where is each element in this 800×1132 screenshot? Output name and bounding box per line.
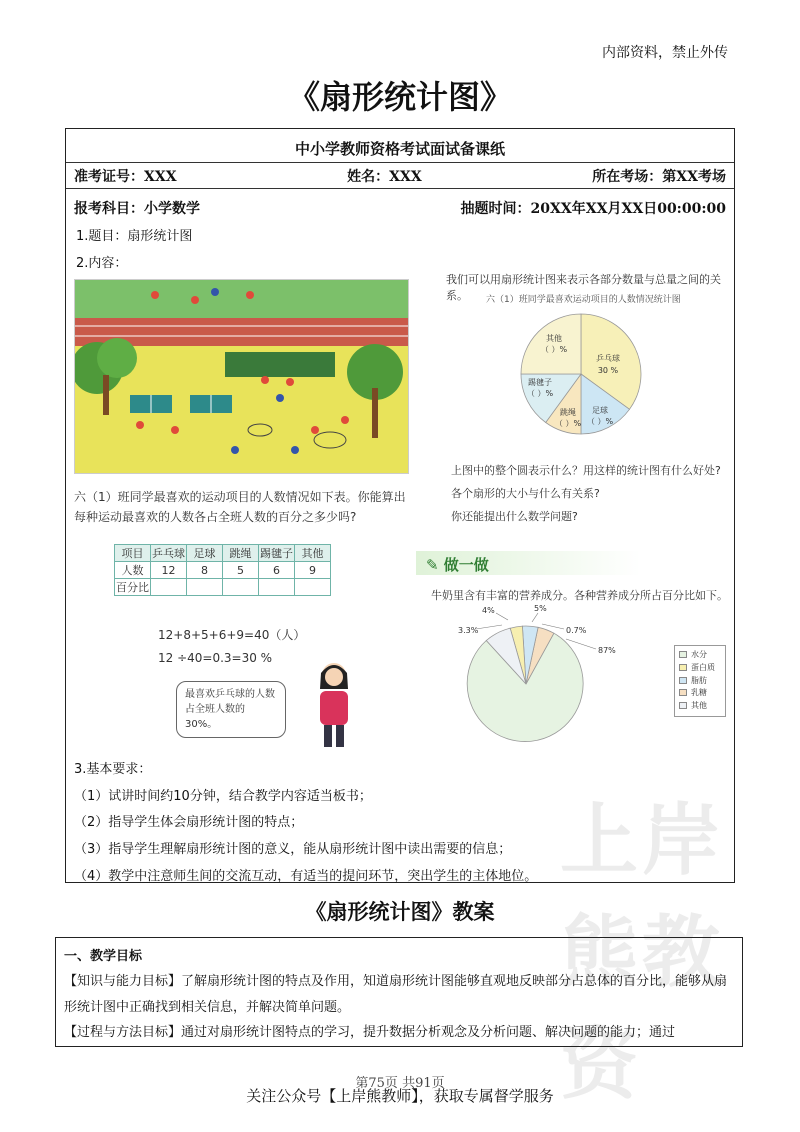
content-label: 2.内容： — [76, 256, 128, 271]
pie-label: 其他 — [546, 334, 562, 343]
pie-questions — [451, 459, 721, 528]
internal-note: 内部资料，禁止外传 — [602, 45, 728, 61]
table-cell — [259, 579, 295, 596]
table-cell — [151, 579, 187, 596]
question-1: 上图中的整个圆表示什么？用这样的统计图有什么好处? — [451, 464, 721, 477]
calc-line-1: 12+8+5+6+9=40（人） — [158, 628, 306, 642]
info-row-1 — [66, 163, 734, 189]
objective-process: 【过程与方法目标】通过对扇形统计图特点的学习，提升数据分析观念及分析问题、解决问题的能力；通过 — [64, 1025, 676, 1041]
info-row-2 — [66, 195, 734, 221]
table-header: 足球 — [187, 545, 223, 562]
table-cell: 9 — [295, 562, 331, 579]
legend-item: 乳糖 — [679, 687, 721, 700]
calculation — [158, 624, 305, 670]
milk-legend — [674, 645, 726, 717]
pie-label: 4% — [482, 606, 495, 615]
table-cell: 人数 — [115, 562, 151, 579]
objective-knowledge: 【知识与能力目标】了解扇形统计图的特点及作用，知道扇形统计图能够直观地反映部分占总体的百分比，能够从扇形统计图中正确找到相关信息，并解决简单问题。 — [64, 974, 728, 1015]
lesson-plan-title: 《扇形统计图》教案 — [305, 899, 495, 924]
legend-item: 其他 — [679, 700, 721, 713]
table-row — [115, 562, 331, 579]
sports-table — [114, 544, 331, 596]
slice-other — [521, 314, 581, 374]
sports-illustration — [75, 280, 409, 474]
legend-item: 水分 — [679, 649, 721, 662]
question-text: 六（1）班同学最喜欢的运动项目的人数情况如下表。你能算出每种运动最喜欢的人数各占全班人数的百分之多少吗? — [74, 490, 406, 525]
footer-text: 关注公众号【上岸熊教师】，获取专属督学服务 — [246, 1087, 554, 1105]
sheet-heading: 中小学教师资格考试面试备课纸 — [66, 129, 734, 163]
pie-label: （ ）% — [586, 417, 614, 426]
requirement-item: （4）教学中注意师生间的交流互动，有适当的提问环节，突出学生的主体地位。 — [74, 868, 538, 884]
table-header: 其他 — [295, 545, 331, 562]
candidate-name: 姓名：XXX — [347, 168, 422, 185]
pie-label: 踢毽子 — [528, 378, 552, 387]
page-number: 第75页 共91页 — [355, 1076, 445, 1091]
section-heading: 一、教学目标 — [64, 949, 143, 964]
pie-label: （ ）% — [526, 389, 554, 398]
girl-illustration — [304, 659, 364, 749]
table-cell: 8 — [187, 562, 223, 579]
requirement-item: （1）试讲时间约10分钟，结合教学内容适当板书； — [74, 788, 372, 804]
table-header: 项目 — [115, 545, 151, 562]
pie-label: （ ）% — [554, 419, 582, 428]
lesson-plan-box — [55, 937, 743, 1047]
page-title: 《扇形统计图》 — [287, 78, 512, 116]
question-3: 你还能提出什么数学问题? — [451, 510, 578, 524]
question-2: 各个扇形的大小与什么有关系? — [451, 487, 600, 501]
nutrition-text: 牛奶里含有丰富的营养成分。各种营养成分所占百分比如下。 — [431, 589, 728, 602]
pie-caption: 六（1）班同学最喜欢运动项目的人数情况统计图 — [486, 295, 681, 305]
pie-label: 0.7% — [566, 626, 587, 635]
do-it-banner: ✎ 做一做 — [416, 551, 641, 575]
requirement-item: （3）指导学生理解扇形统计图的意义，能从扇形统计图中读出需要的信息； — [74, 841, 512, 857]
table-cell: 5 — [223, 562, 259, 579]
speech-bubble: 最喜欢乒乓球的人数占全班人数的30%。 — [176, 681, 286, 738]
sports-pie-chart — [516, 309, 646, 439]
watermark: 上岸熊教资 — [560, 796, 725, 1110]
legend-item: 蛋白质 — [679, 662, 721, 675]
calc-line-2: 12 ÷40=0.3=30 % — [158, 650, 273, 665]
exam-id: 准考证号：XXX — [74, 168, 177, 185]
table-row — [115, 579, 331, 596]
table-cell: 6 — [259, 562, 295, 579]
draw-time: 抽题时间：20XX年XX月XX日00:00:00 — [460, 201, 726, 217]
pie-label: 乒乓球 — [596, 354, 620, 363]
table-cell — [187, 579, 223, 596]
table-cell: 百分比 — [115, 579, 151, 596]
requirements — [74, 757, 537, 890]
requirements-title: 3.基本要求： — [74, 762, 152, 777]
pie-label: （ ）% — [540, 345, 568, 354]
table-cell: 12 — [151, 562, 187, 579]
do-label: 做一做 — [443, 556, 489, 574]
table-header: 踢毽子 — [259, 545, 295, 562]
milk-pie-chart — [456, 599, 676, 749]
table-cell — [223, 579, 259, 596]
table-header: 跳绳 — [223, 545, 259, 562]
pie-intro: 我们可以用扇形统计图来表示各部分数量与总量之间的关系。 — [446, 273, 721, 302]
pie-label: 87% — [598, 646, 616, 655]
exam-room: 所在考场：第XX考场 — [592, 168, 726, 185]
pie-label: 30 % — [597, 366, 619, 375]
subject: 报考科目：小学数学 — [74, 201, 200, 217]
lesson-prep-sheet — [65, 128, 735, 883]
pie-label: 5% — [534, 604, 547, 613]
pie-label: 跳绳 — [560, 408, 576, 417]
table-row — [115, 545, 331, 562]
sports-scene-image — [74, 279, 409, 474]
pie-label: 足球 — [592, 406, 608, 415]
legend-item: 脂肪 — [679, 675, 721, 688]
topic: 1.题目：扇形统计图 — [76, 229, 193, 244]
table-header: 乒乓球 — [151, 545, 187, 562]
table-cell — [295, 579, 331, 596]
requirement-item: （2）指导学生体会扇形统计图的特点； — [74, 815, 304, 831]
pie-label: 3.3% — [458, 626, 479, 635]
